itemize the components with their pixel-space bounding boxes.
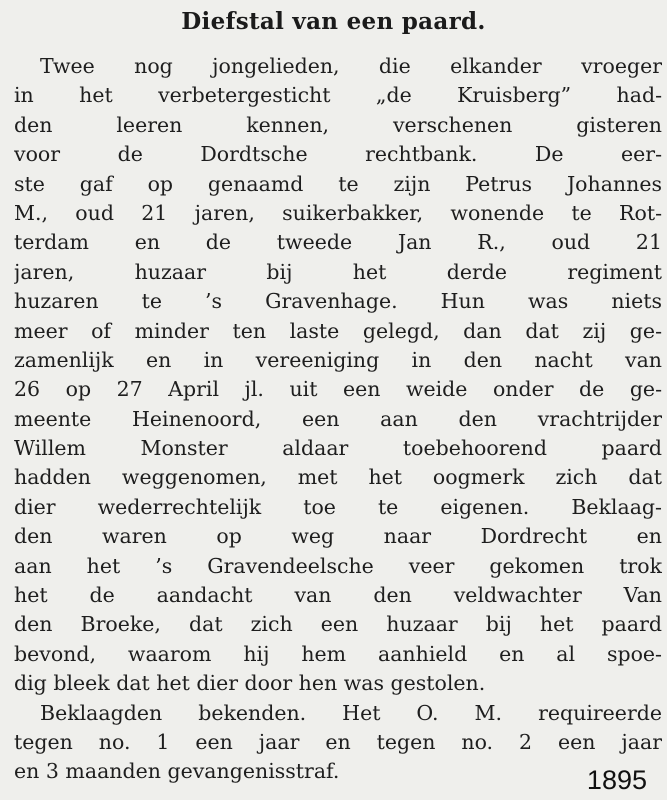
article-line: meente Heinenoord, een aan den vrachtrijder <box>14 406 662 431</box>
article-line: 26 op 27 April jl. uit een weide onder de ge- <box>14 377 662 402</box>
article-line: het de aandacht van den veldwachter Van <box>14 583 662 608</box>
article-line: aan het ’s Gravendeelsche veer gekomen trok <box>14 553 662 578</box>
article-line: den waren op weg naar Dordrecht en <box>14 524 662 549</box>
article-line: dier wederrechtelijk toe te eigenen. Beklaag- <box>14 494 662 519</box>
article-line: tegen no. 1 een jaar en tegen no. 2 een jaar <box>14 729 662 754</box>
article-line: Beklaagden bekenden. Het O. M. requireerde <box>40 700 662 725</box>
article-headline: Diefstal van een paard. <box>181 8 486 35</box>
article-line: hadden weggenomen, met het oogmerk zich dat <box>14 465 662 490</box>
article-line: zamenlijk en in vereeniging in den nacht van <box>14 347 662 372</box>
article-line: bevond, waarom hij hem aanhield en al spoe- <box>14 641 662 666</box>
article-line: jaren, huzaar bij het derde regiment <box>14 259 662 284</box>
article-line: meer of minder ten laste gelegd, dan dat zij ge- <box>14 318 662 343</box>
article-line: terdam en de tweede Jan R., oud 21 <box>14 230 662 255</box>
article-line: Willem Monster aldaar toebehoorend paard <box>14 436 662 461</box>
article-line: ste gaf op genaamd te zijn Petrus Johannes <box>14 171 662 196</box>
article-line: M., oud 21 jaren, suikerbakker, wonende te Rot- <box>14 200 662 225</box>
article-line: den leeren kennen, verschenen gisteren <box>14 112 662 137</box>
article-line: Twee nog jongelieden, die elkander vroeger <box>40 54 662 78</box>
article-body <box>14 52 662 787</box>
article-line: dig bleek dat het dier door hen was gestolen. <box>14 671 486 696</box>
article-line: in het verbetergesticht „de Kruisberg” had- <box>14 83 662 108</box>
article-line: voor de Dordtsche rechtbank. De eer- <box>14 142 662 167</box>
article-line: den Broeke, dat zich een huzaar bij het paard <box>14 612 662 637</box>
article-line: huzaren te ’s Gravenhage. Hun was niets <box>14 289 662 314</box>
article-line: en 3 maanden gevangenisstraf. <box>14 759 340 784</box>
year-label: 1895 <box>586 765 647 795</box>
